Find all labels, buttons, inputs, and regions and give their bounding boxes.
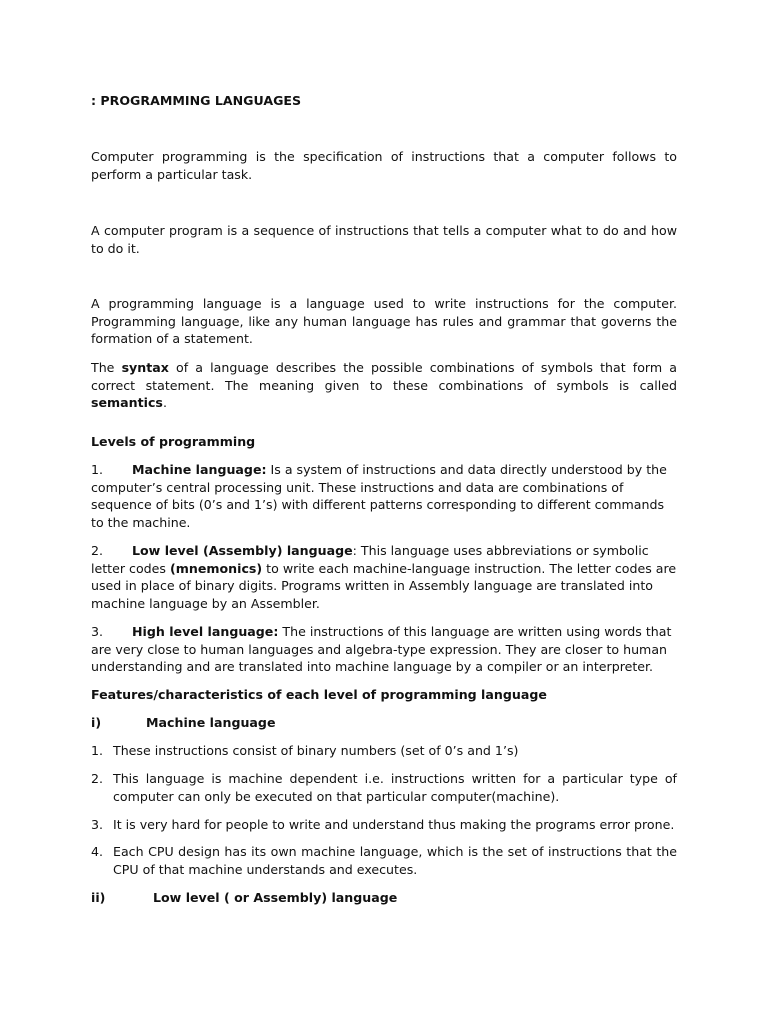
paragraph-definition-language: A programming language is a language used to write instructions for the computer. Programming language, like any human language has rules and grammar that governs the formation of a statement. bbox=[91, 296, 677, 346]
level-text: Is a system of instructions and data directly understood by the computer’s central processing unit. These instructions and data are combinations of sequence of bits (0’s and 1’s) with different patterns corresponding to different commands to the machine. bbox=[91, 462, 667, 530]
section-heading-machine bbox=[91, 714, 677, 732]
page-title: : PROGRAMMING LANGUAGES bbox=[91, 93, 302, 108]
list-number: 1. bbox=[91, 743, 104, 758]
list-number: 1. bbox=[91, 462, 104, 477]
text-run: of a language describes the possible combinations of symbols that form a correct statement. The meaning given to these combinations of symbols is called bbox=[91, 360, 677, 393]
feature-text: This language is machine dependent i.e. instructions written for a particular type of computer can only be executed on that particular computer(machine). bbox=[113, 771, 677, 804]
term-semantics: semantics bbox=[91, 395, 163, 410]
list-number: 2. bbox=[91, 543, 104, 558]
list-number: 3. bbox=[91, 817, 104, 832]
section-label: Low level ( or Assembly) language bbox=[153, 890, 398, 905]
level-item-machine bbox=[91, 461, 677, 531]
feature-item-4 bbox=[91, 843, 677, 879]
level-text: : This language uses abbreviations or symbolic letter codes bbox=[91, 543, 649, 576]
level-term: Machine language: bbox=[132, 462, 267, 477]
text-run: The bbox=[91, 360, 122, 375]
paragraph-syntax-semantics bbox=[91, 359, 677, 412]
feature-text: It is very hard for people to write and understand thus making the programs error prone. bbox=[113, 817, 675, 832]
level-term-mnemonics: (mnemonics) bbox=[170, 560, 263, 576]
paragraph-definition-program: A computer program is a sequence of instructions that tells a computer what to do and how to do it. bbox=[91, 223, 677, 256]
section-label: Machine language bbox=[146, 715, 276, 730]
level-term: High level language: bbox=[132, 624, 279, 639]
level-text: The instructions of this language are written using words that are very close to human languages and algebra-type expression. They are closer to human understanding and are translated into machine language by a compiler or an interpreter. bbox=[91, 624, 672, 674]
level-item-assembly bbox=[91, 542, 677, 612]
levels-heading: Levels of programming bbox=[91, 434, 256, 449]
term-syntax: syntax bbox=[121, 360, 169, 375]
level-term: Low level (Assembly) language bbox=[132, 543, 353, 558]
features-heading: Features/characteristics of each level of programming language bbox=[91, 687, 547, 702]
section-number: ii) bbox=[91, 890, 106, 905]
list-number: 4. bbox=[91, 844, 104, 859]
level-text: to write each machine-language instruction. The letter codes are used in place of binary digits. Programs written in Assembly language are translated into machine language by an Assembler. bbox=[91, 560, 677, 611]
list-number: 2. bbox=[91, 771, 104, 786]
feature-item-2 bbox=[91, 770, 677, 806]
text-run: . bbox=[162, 395, 167, 410]
level-item-high bbox=[91, 623, 677, 676]
section-heading-assembly bbox=[91, 889, 677, 907]
section-number: i) bbox=[91, 715, 102, 730]
feature-text: These instructions consist of binary numbers (set of 0’s and 1’s) bbox=[113, 743, 519, 758]
paragraph-definition-programming: Computer programming is the specification of instructions that a computer follows to perform a particular task. bbox=[91, 149, 677, 182]
list-number: 3. bbox=[91, 624, 104, 639]
feature-item-1 bbox=[91, 742, 677, 760]
feature-text: Each CPU design has its own machine language, which is the set of instructions that the CPU of that machine understands and executes. bbox=[113, 844, 677, 877]
feature-item-3 bbox=[91, 816, 677, 834]
